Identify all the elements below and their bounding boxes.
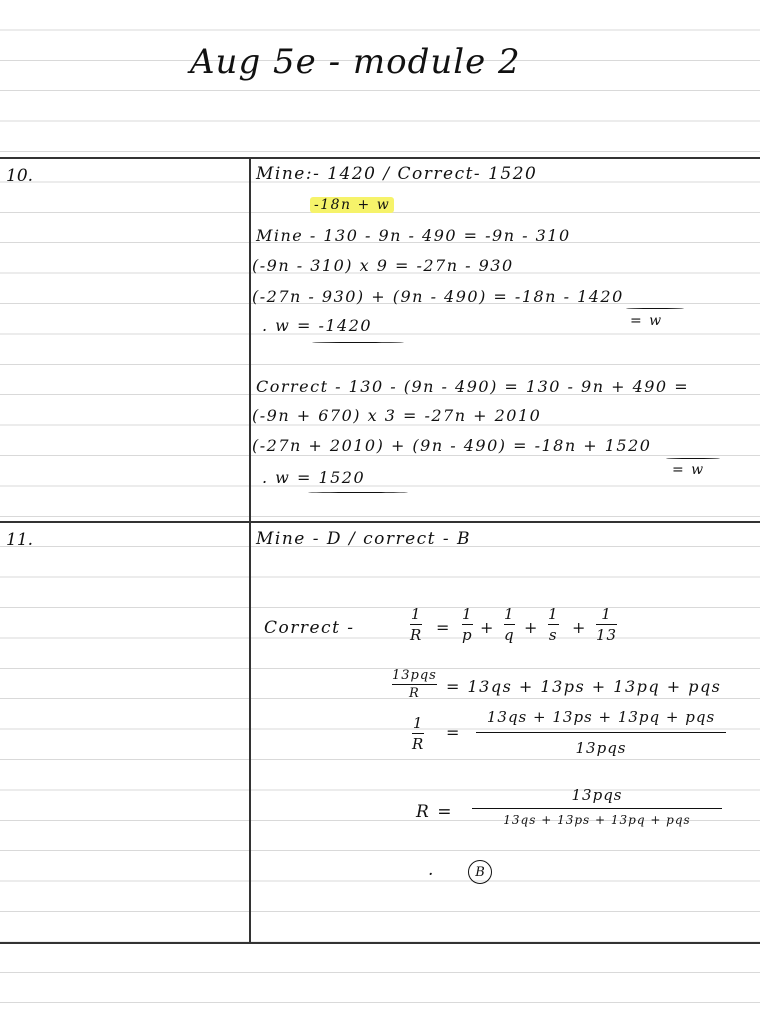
eq1-plus-3: +: [572, 618, 587, 637]
fraction-bar: [548, 624, 559, 625]
eq1-t4-num: 1: [601, 605, 612, 623]
q11-therefore: .: [428, 860, 435, 880]
fraction-bar: [472, 808, 722, 809]
fraction-bar: [412, 733, 424, 734]
eq1-lhs-num: 1: [410, 605, 422, 623]
q10-highlight: [310, 197, 394, 213]
table-bottom-rule: [0, 942, 760, 944]
fraction-bar: [476, 732, 726, 733]
eq1-term-1: [462, 605, 473, 644]
page-title: Aug 5e - module 2: [190, 42, 521, 82]
eq1-plus-2: +: [524, 618, 539, 637]
eq2-lhs-num: 13pqs: [392, 668, 437, 683]
eq1-term-2: [504, 605, 515, 644]
fraction-bar: [504, 624, 515, 625]
q10-mine-line-2: (-9n - 310) x 9 = -27n - 930: [252, 256, 514, 275]
q11-header: Mine - D / correct - B: [256, 529, 472, 549]
q11-answer-circle: [468, 860, 492, 884]
q10-correct-line-3: (-27n + 2010) + (9n - 490) = -18n + 1520: [252, 436, 652, 455]
q10-mine-result-underline: [312, 342, 404, 343]
fraction-bar: [596, 624, 617, 625]
eq2-lhs-fraction: [392, 668, 437, 701]
q10-correct-fraction-bar: [666, 458, 720, 459]
eq1-t3-den: s: [548, 626, 558, 644]
q10-mine-result: . w = -1420: [262, 316, 373, 335]
q10-correct-result-underline: [308, 492, 408, 493]
eq1-t1-num: 1: [462, 605, 473, 623]
q10-correct-denominator: = w: [672, 462, 705, 478]
eq3-num: 13qs + 13ps + 13pq + pqs: [486, 708, 716, 726]
eq1-t4-den: 13: [596, 626, 618, 644]
highlighted-text: -18n + w: [310, 197, 394, 213]
eq1-lhs-den: R: [410, 626, 423, 644]
fraction-bar: [410, 624, 422, 625]
q11-answer: B: [475, 864, 485, 880]
q10-mine-fraction-bar: [626, 308, 684, 309]
question-number-10: 10.: [6, 166, 34, 186]
eq3-lhs-fraction: [412, 714, 424, 753]
eq1-lhs-fraction: [410, 605, 422, 644]
table-column-divider: [249, 157, 251, 943]
q10-correct-line-1: Correct - 130 - (9n - 490) = 130 - 9n + 490 =: [256, 377, 690, 396]
eq1-equals: =: [436, 618, 451, 637]
q10-mine-denominator: = w: [630, 313, 663, 329]
eq3-den: 13pqs: [575, 739, 627, 757]
eq4-lhs: R =: [416, 802, 453, 822]
eq4-den: 13qs + 13ps + 13pq + pqs: [503, 813, 691, 827]
q10-mine-line-1: Mine - 130 - 9n - 490 = -9n - 310: [256, 226, 571, 245]
q10-mine-line-3: (-27n - 930) + (9n - 490) = -18n - 1420: [252, 287, 624, 306]
eq3-rhs-fraction: [476, 708, 726, 757]
eq2-lhs-den: R: [409, 686, 420, 701]
eq1-t3-num: 1: [548, 605, 559, 623]
eq1-plus-1: +: [480, 618, 495, 637]
eq4-rhs-fraction: [472, 786, 722, 827]
table-middle-rule: [0, 521, 760, 523]
q10-correct-result: . w = 1520: [262, 468, 366, 487]
fraction-bar: [392, 684, 437, 685]
table-top-rule: [0, 157, 760, 159]
eq3-equals: =: [446, 723, 461, 742]
q10-correct-line-2: (-9n + 670) x 3 = -27n + 2010: [252, 406, 542, 425]
eq2-rhs: = 13qs + 13ps + 13pq + pqs: [446, 677, 722, 696]
eq1-t2-num: 1: [504, 605, 515, 623]
eq3-lhs-den: R: [412, 735, 425, 753]
eq1-term-4: [596, 605, 617, 644]
q10-header: Mine:- 1420 / Correct- 1520: [256, 164, 538, 184]
eq4-num: 13pqs: [571, 786, 623, 804]
fraction-bar: [462, 624, 473, 625]
eq1-term-3: [548, 605, 559, 644]
q11-correct-label: Correct -: [264, 618, 355, 638]
eq3-lhs-num: 1: [412, 714, 424, 732]
eq1-t1-den: p: [462, 626, 473, 644]
question-number-11: 11.: [6, 530, 34, 550]
eq1-t2-den: q: [504, 626, 515, 644]
